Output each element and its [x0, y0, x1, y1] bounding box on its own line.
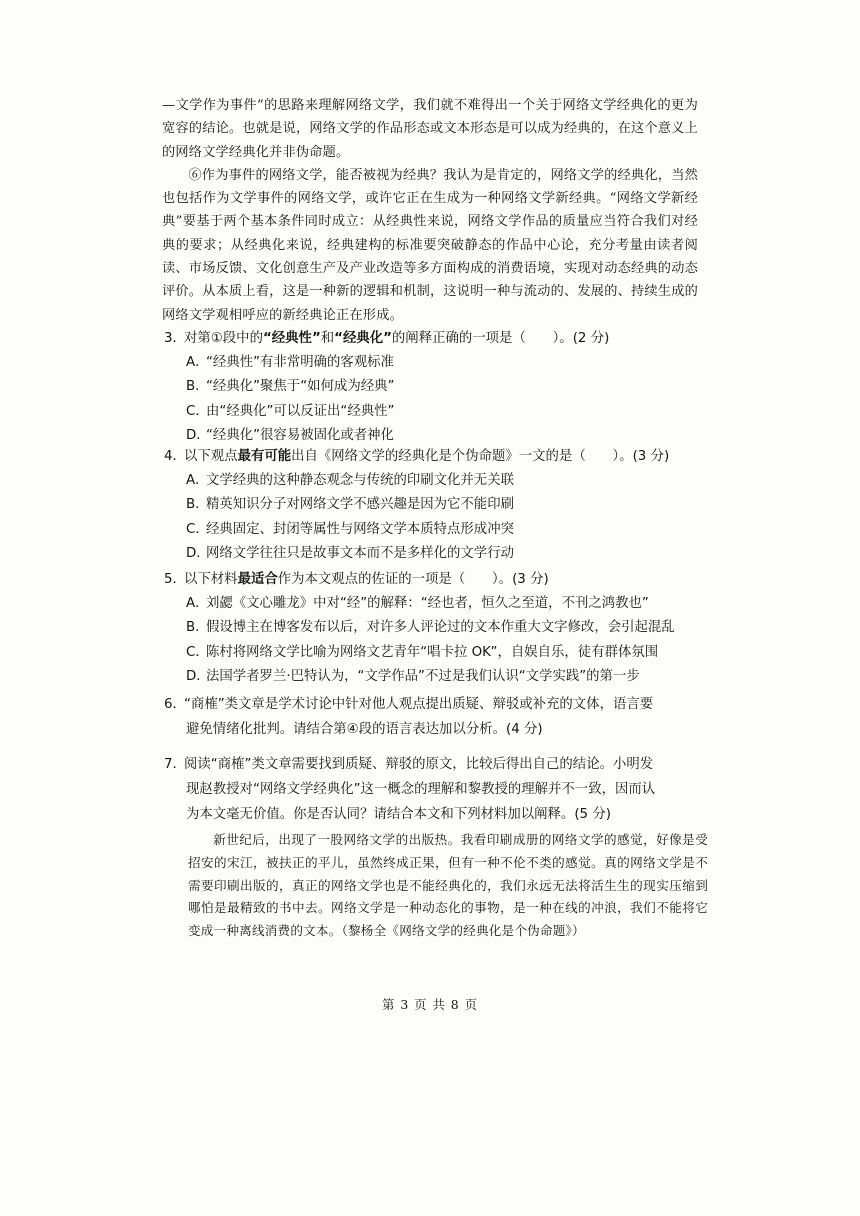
emphasis-text: 最适合 [237, 572, 278, 587]
question-stem [164, 568, 708, 592]
stem-text: 为本文毫无价值。你是否认同？请结合本文和下列材料加以阐释。(5 分) [186, 807, 611, 822]
stem-text: 现赵教授对“网络文学经典化”这一概念的理解和黎教授的理解并不一致，因而认 [186, 782, 656, 797]
option-letter: B． [186, 497, 209, 513]
page-number: 第 3 页 共 8 页 [381, 997, 479, 1012]
option-letter: D． [186, 668, 210, 684]
option-text: 假设博主在博客发布以后，对许多人评论过的文本作重大文字修改，会引起混乱 [206, 620, 675, 636]
option-b[interactable] [186, 493, 708, 517]
option-b[interactable] [186, 616, 708, 640]
stem-text: 作为本文观点的佐证的一项是（ ）。(3 分) [277, 572, 549, 587]
question-number: 4． [164, 449, 186, 464]
question-stem [164, 752, 708, 827]
emphasis-text: 最有可能 [237, 449, 292, 464]
answer-options [186, 351, 708, 448]
reading-passage [162, 94, 698, 327]
option-text: 网络文学往往只是故事文本而不是多样化的文学行动 [206, 545, 514, 561]
option-letter: B． [186, 620, 209, 636]
option-letter: A． [186, 596, 209, 611]
option-d[interactable] [186, 665, 708, 689]
stem-text: 避免情绪化批判。请结合第④段的语言表达加以分析。(4 分) [186, 722, 543, 737]
stem-text: 的阐释正确的一项是（ ）。(2 分) [391, 331, 610, 346]
option-letter: C． [186, 521, 209, 537]
option-letter: C． [186, 403, 209, 419]
passage-paragraph-6: ⑥作为事件的网络文学，能否被视为经典？我认为是肯定的，网络文学的经典化，当然也包括作为文学事件的网络文学，或许它正在生成为一种网络文学新经典。“网络文学新经典”要基于两个基本条件同时成立：从经典性来说，网络文学作品的质量应当符合我们对经典的要求；从经典化来说，经典建构的标准要突破静态的作品中心论，充分考量由读者阅读、市场反馈、文化创意生产及产业改造等多方面构成的消费语境，实现对动态经典的动态评价。从本质上看，这是一种新的逻辑和机制，这说明一种与流动的、发展的、持续生成的网络文学观相呼应的新经典论正在形成。 [162, 167, 698, 323]
stem-text: 对第①段中的 [184, 331, 263, 346]
option-c[interactable] [186, 641, 708, 665]
option-c[interactable] [186, 400, 708, 424]
option-text: 法国学者罗兰·巴特认为，“文学作品”不过是我们认识“文学实践”的第一步 [206, 668, 640, 684]
passage-paragraph-5-end: —文学作为事件”的思路来理解网络文学，我们就不难得出一个关于网络文学经典化的更为宽容的结论。也就是说，网络文学的作品形态或文本形态是可以成为经典的，在这个意义上的网络文学经典化并非伪命题。 [162, 98, 698, 160]
option-c[interactable] [186, 518, 708, 542]
option-text: 经典固定、封闭等属性与网络文学本质特点形成冲突 [206, 521, 514, 537]
question-3 [164, 327, 708, 448]
option-letter: B． [186, 379, 209, 395]
quoted-material: 新世纪后，出现了一股网络文学的出版热。我看印刷成册的网络文学的感觉，好像是受招安的宋江，被扶正的平儿，虽然终成正果，但有一种不伦不类的感觉。真的网络文学是不需要印刷出版的，真正的网络文学也是不能经典化的，我们永远无法将活生生的现实压缩到哪怕是最精致的书中去。网络文学是一种动态化的事物，是一种在线的冲浪，我们不能将它变成一种离线消费的文本。（黎杨全《网络文学的经典化是个伪命题》） [188, 832, 708, 939]
option-text: “经典化”很容易被固化或者神化 [206, 427, 394, 443]
stem-text: 以下材料 [184, 572, 238, 587]
option-a[interactable] [186, 592, 708, 616]
option-a[interactable] [186, 469, 708, 493]
option-text: 刘勰《文心雕龙》中对“经”的解释：“经也者，恒久之至道，不刊之鸿教也” [206, 596, 649, 611]
emphasis-text: “经典性” [262, 331, 321, 346]
answer-options [186, 469, 708, 566]
option-text: 文学经典的这种静态观念与传统的印刷文化并无关联 [206, 473, 514, 488]
question-7 [164, 752, 708, 943]
question-4 [164, 445, 708, 566]
stem-text: 和 [320, 331, 335, 346]
option-text: “经典性”有非常明确的客观标准 [206, 355, 394, 370]
option-d[interactable] [186, 542, 708, 566]
option-text: 陈村将网络文学比喻为网络文艺青年“唱卡拉 OK”，自娱自乐，徒有群体氛围 [206, 644, 659, 660]
option-letter: C． [186, 644, 209, 660]
question-stem [164, 445, 708, 469]
option-b[interactable] [186, 375, 708, 399]
stem-text: 阅读“商榷”类文章需要找到质疑、辩驳的原文，比较后得出自己的结论。小明发 [184, 757, 654, 772]
question-6 [164, 692, 708, 742]
question-number: 6． [164, 697, 186, 712]
option-letter: D． [186, 427, 210, 443]
option-letter: A． [186, 355, 209, 370]
option-text: 由“经典化”可以反证出“经典性” [206, 403, 395, 419]
option-text: “经典化”聚焦于“如何成为经典” [206, 379, 395, 395]
question-number: 7． [164, 757, 186, 772]
option-letter: A． [186, 473, 209, 488]
question-5 [164, 568, 708, 689]
option-text: 精英知识分子对网络文学不感兴趣是因为它不能印刷 [206, 497, 514, 513]
answer-options [186, 592, 708, 689]
stem-text: 出自《网络文学的经典化是个伪命题》一文的是（ ）。(3 分) [291, 449, 670, 464]
question-stem [164, 692, 708, 742]
question-stem [164, 327, 708, 351]
option-a[interactable] [186, 351, 708, 375]
question-number: 3． [164, 331, 186, 346]
stem-text: “商榷”类文章是学术讨论中针对他人观点提出质疑、辩驳或补充的文体，语言要 [184, 697, 654, 712]
emphasis-text: “经典化” [334, 331, 392, 346]
question-number: 5． [164, 572, 186, 587]
option-letter: D． [186, 545, 210, 561]
stem-text: 以下观点 [184, 449, 238, 464]
